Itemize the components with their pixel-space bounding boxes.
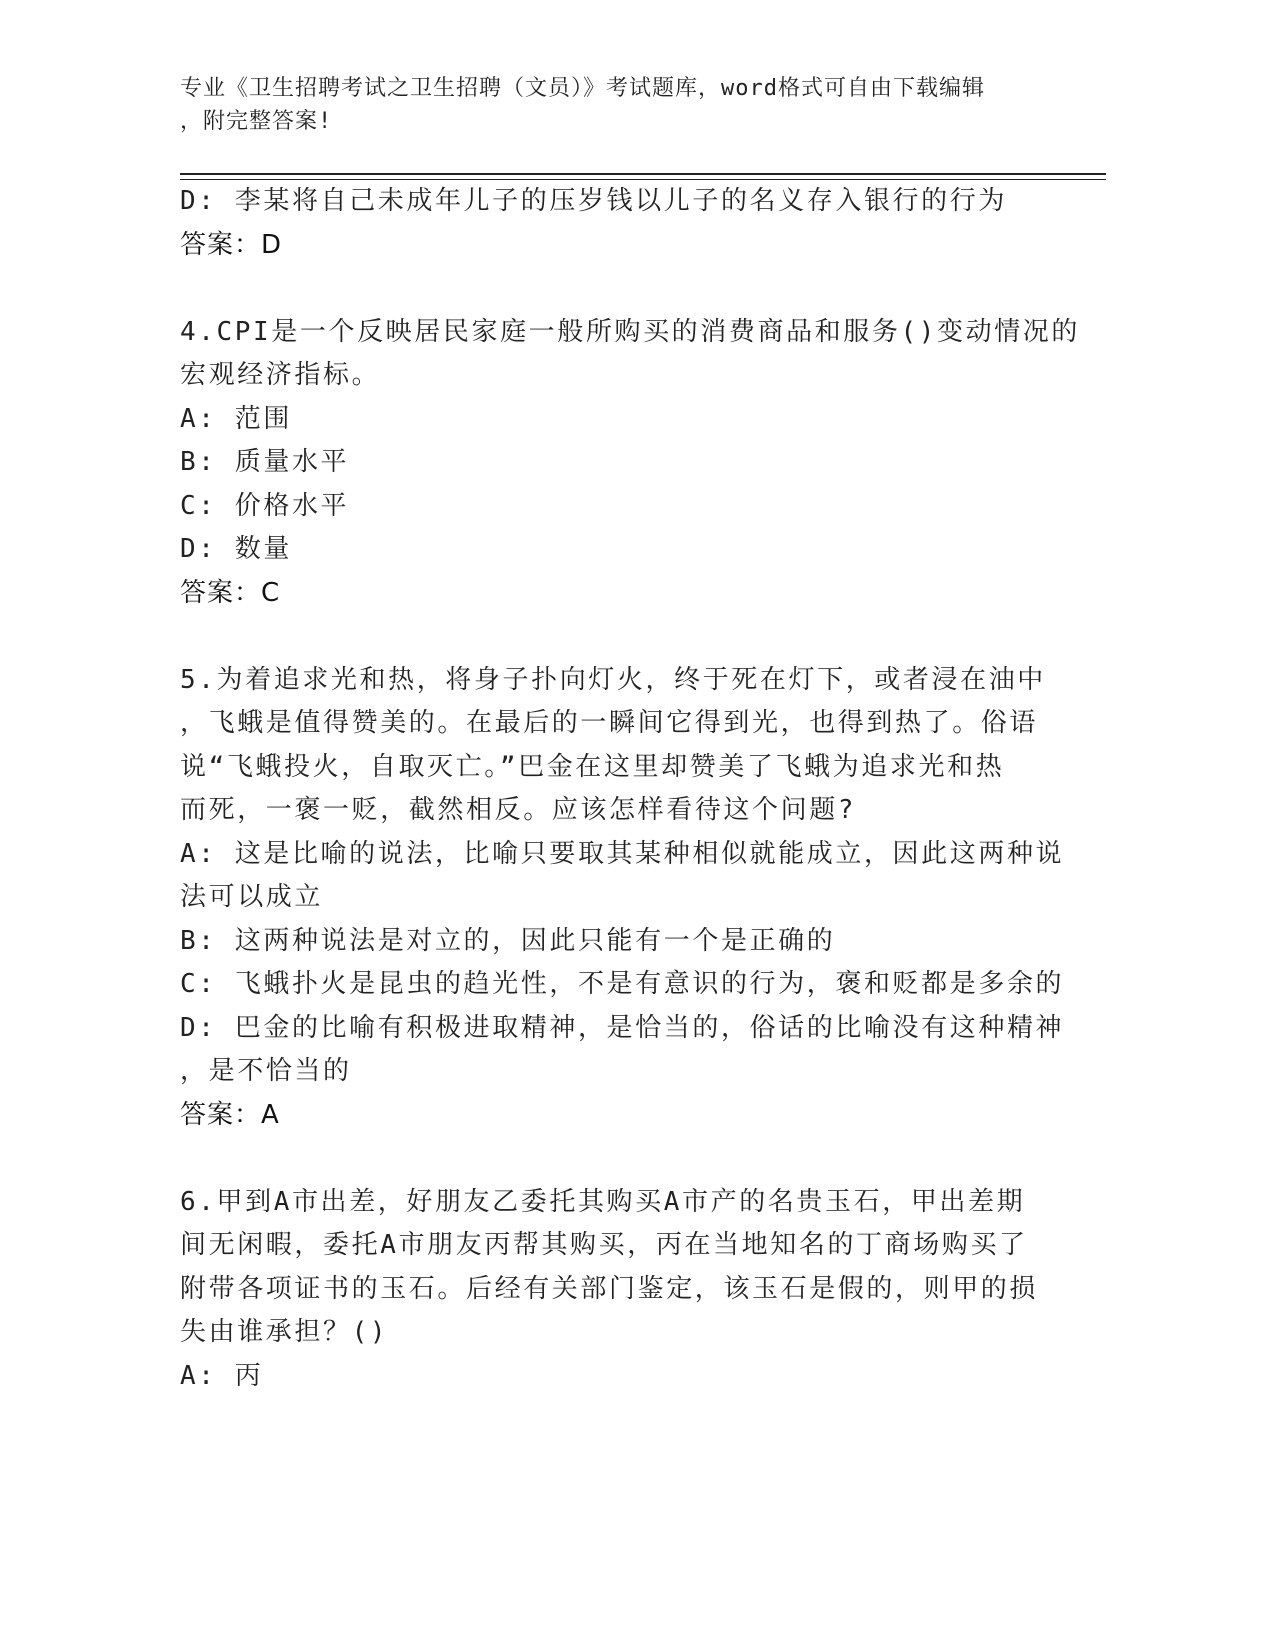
question-gap xyxy=(180,1137,1060,1181)
question-6 xyxy=(180,1181,1060,1399)
question-4 xyxy=(180,311,1080,616)
q5-option-a-cont: 法可以成立 xyxy=(180,882,324,912)
q6-stem-line: 失由谁承担？() xyxy=(180,1317,389,1347)
q4-option-d: D: 数量 xyxy=(180,534,292,564)
question-gap xyxy=(180,267,1060,311)
q5-option-d: D: 巴金的比喻有积极进取精神，是恰当的，俗话的比喻没有这种精神 xyxy=(180,1012,1065,1043)
header-line-1: 专业《卫生招聘考试之卫生招聘（文员）》考试题库，word格式可自由下载编辑 xyxy=(180,76,985,101)
q6-stem-line: 间无闲暇，委托A市朋友丙帮其购买，丙在当地知名的丁商场购买了 xyxy=(180,1230,1028,1260)
q5-answer: 答案：A xyxy=(180,1099,280,1130)
question-content xyxy=(180,180,1080,1398)
q3-option-d: D: 李某将自己未成年儿子的压岁钱以儿子的名义存入银行的行为 xyxy=(180,186,1007,216)
q5-option-d-cont: ，是不恰当的 xyxy=(180,1056,352,1086)
q4-answer: 答案：C xyxy=(180,577,281,608)
q6-stem-line: 6.甲到A市出差，好朋友乙委托其购买A市产的名贵玉石，甲出差期 xyxy=(180,1186,1026,1217)
q3-answer: 答案：D xyxy=(180,229,283,260)
header-line-2: ，附完整答案! xyxy=(180,109,333,134)
q4-option-c: C: 价格水平 xyxy=(180,490,350,521)
q5-stem-line: 5.为着追求光和热，将身子扑向灯火，终于死在灯下，或者浸在油中 xyxy=(180,664,1046,695)
q5-stem-line: 而死，一褒一贬，截然相反。应该怎样看待这个问题? xyxy=(180,795,857,825)
q5-option-b: B: 这两种说法是对立的，因此只能有一个是正确的 xyxy=(180,925,836,956)
q4-option-a: A: 范围 xyxy=(180,403,292,434)
q6-option-a: A: 丙 xyxy=(180,1360,264,1391)
q5-stem-line: 说“飞蛾投火，自取灭亡。”巴金在这里却赞美了飞蛾为追求光和热 xyxy=(180,751,1005,782)
question-5 xyxy=(180,659,1065,1138)
q5-option-c: C: 飞蛾扑火是昆虫的趋光性，不是有意识的行为，褒和贬都是多余的 xyxy=(180,969,1065,999)
q4-option-b: B: 质量水平 xyxy=(180,447,350,477)
q6-stem-line: 附带各项证书的玉石。后经有关部门鉴定，该玉石是假的，则甲的损 xyxy=(180,1273,1039,1304)
q5-stem-line: ，飞蛾是值得赞美的。在最后的一瞬间它得到光，也得到热了。俗语 xyxy=(180,708,1039,738)
q4-stem-line: 宏观经济指标。 xyxy=(180,360,381,390)
question-gap xyxy=(180,615,1060,659)
q4-stem-line: 4.CPI是一个反映居民家庭一般所购买的消费商品和服务()变动情况的 xyxy=(180,316,1080,347)
q5-option-a: A: 这是比喻的说法，比喻只要取其某种相似就能成立，因此这两种说 xyxy=(180,838,1065,869)
header-divider-thick xyxy=(180,173,1106,175)
document-header xyxy=(180,72,1060,138)
